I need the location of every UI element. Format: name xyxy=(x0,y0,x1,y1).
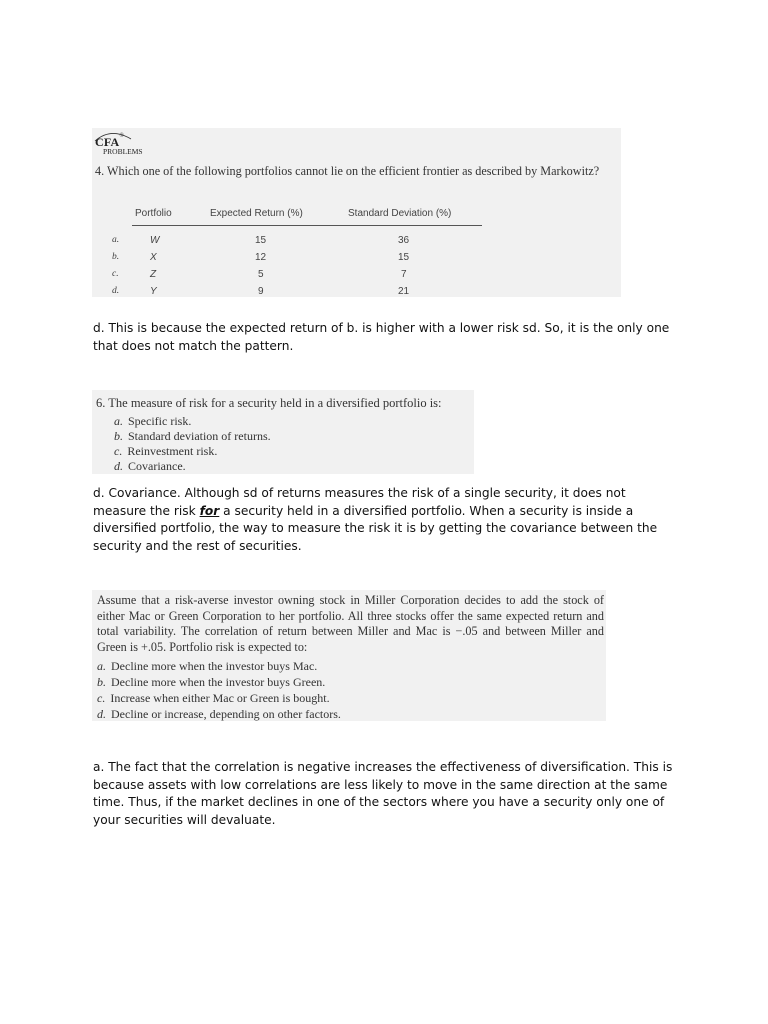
option-letter: c. xyxy=(114,444,123,458)
table-header-expected-return: Expected Return (%) xyxy=(210,208,303,219)
problem-miller-option xyxy=(97,675,325,690)
option-letter: d. xyxy=(114,459,123,473)
problem-miller-option xyxy=(97,659,317,674)
problem-miller-option xyxy=(97,707,341,722)
option-letter: b. xyxy=(97,675,106,689)
problem-6-option xyxy=(114,444,217,459)
row-label: b. xyxy=(112,252,120,262)
row-standard-deviation: 15 xyxy=(398,252,410,263)
problem-4-clip xyxy=(92,128,621,297)
table-header-rule xyxy=(132,225,482,226)
answer-emphasis: for xyxy=(199,503,220,518)
row-label: a. xyxy=(112,235,120,245)
row-expected-return: 5 xyxy=(258,269,264,280)
row-label: d. xyxy=(112,286,120,296)
row-expected-return: 9 xyxy=(258,286,264,297)
problem-6-option xyxy=(114,459,186,474)
problem-6-answer xyxy=(93,485,678,555)
row-portfolio: X xyxy=(150,252,157,263)
row-standard-deviation: 21 xyxy=(398,286,410,297)
problem-4-answer: d. This is because the expected return of b. is higher with a lower risk sd. So, it is the only one that does not match the pattern. xyxy=(93,321,670,353)
row-expected-return: 12 xyxy=(255,252,267,263)
option-text: Decline more when the investor buys Green. xyxy=(111,675,326,689)
problem-4-question: 4. Which one of the following portfolios cannot lie on the efficient frontier as described by Markowitz? xyxy=(95,164,600,178)
answer-text-part-1: d. Covariance. Although sd of returns measures the risk of a single security, it does not measure the risk xyxy=(93,486,626,518)
problem-6-option xyxy=(114,429,271,444)
option-text: Reinvestment risk. xyxy=(127,444,218,458)
option-text: Covariance. xyxy=(128,459,186,473)
row-portfolio: Z xyxy=(150,269,157,280)
option-letter: d. xyxy=(97,707,106,721)
option-text: Decline or increase, depending on other factors. xyxy=(111,707,341,721)
problem-6-clip xyxy=(92,390,474,474)
problem-miller-answer: a. The fact that the correlation is negative increases the effectiveness of diversification. This is because assets with low correlations are less likely to move in the same direction at the same time. Thus, if the market declines in one of the sectors where you have a security only one of your securities will devaluate. xyxy=(93,760,673,827)
row-portfolio: W xyxy=(150,235,160,246)
table-header-standard-deviation: Standard Deviation (%) xyxy=(348,208,452,219)
option-text: Standard deviation of returns. xyxy=(128,429,271,443)
option-text: Specific risk. xyxy=(128,414,192,428)
problem-miller-question: Assume that a risk-averse investor owning stock in Miller Corporation decides to add the stock of either Mac or Green Corporation to her portfolio. All three stocks offer the same expected return and total variability. The correlation of return between Miller and Mac is −.05 and between Miller and Green is +.05. Portfolio risk is expected to: xyxy=(97,593,604,654)
row-expected-return: 15 xyxy=(255,235,267,246)
answer-text-part-2: a security held in a diversified portfolio. When a security is inside a diversified portfolio, the way to measure the risk it is by getting the covariance between the security and the rest of securities. xyxy=(93,503,658,553)
row-standard-deviation: 7 xyxy=(401,269,407,280)
problem-6-option xyxy=(114,414,191,429)
option-letter: c. xyxy=(97,691,106,705)
cfa-logo-text: CFA xyxy=(95,135,120,149)
row-standard-deviation: 36 xyxy=(398,235,410,246)
cfa-logo-subtext: PROBLEMS xyxy=(103,147,143,156)
problem-miller-option xyxy=(97,691,330,706)
option-letter: b. xyxy=(114,429,123,443)
option-text: Increase when either Mac or Green is bought. xyxy=(110,691,330,705)
problem-miller-clip xyxy=(92,590,606,721)
option-letter: a. xyxy=(114,414,123,428)
option-letter: a. xyxy=(97,659,106,673)
problem-6-question: 6. The measure of risk for a security held in a diversified portfolio is: xyxy=(96,396,442,410)
row-portfolio: Y xyxy=(150,286,157,297)
cfa-logo: CFA® PROBLEMS xyxy=(95,133,143,156)
table-header-portfolio: Portfolio xyxy=(135,208,172,219)
option-text: Decline more when the investor buys Mac. xyxy=(111,659,318,673)
row-label: c. xyxy=(112,269,119,279)
